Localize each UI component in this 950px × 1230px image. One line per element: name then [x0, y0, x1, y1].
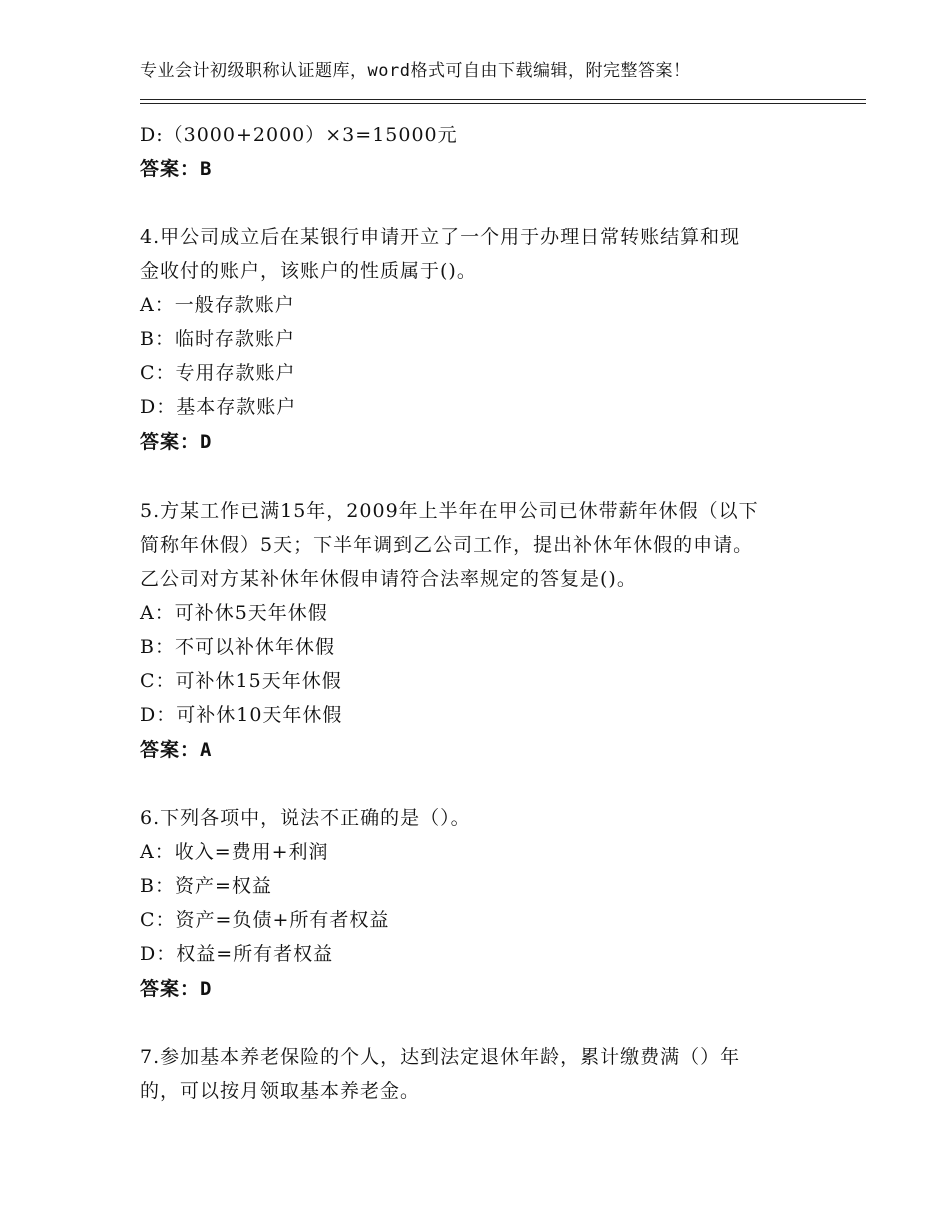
q5-option-d: D：可补休10天年休假: [140, 704, 343, 726]
q4-option-b: B：临时存款账户: [140, 328, 295, 350]
q4-option-d: D：基本存款账户: [140, 396, 297, 418]
header-rule-bottom: [140, 103, 866, 104]
q6-text-line1: 6.下列各项中，说法不正确的是（）。: [140, 807, 471, 829]
q5-text-line1: 5.方某工作已满15年，2009年上半年在甲公司已休带薪年休假（以下: [140, 500, 759, 522]
q5-answer: 答案：A: [140, 739, 213, 761]
q7-text-line2: 的，可以按月领取基本养老金。: [140, 1080, 421, 1102]
q4-option-a: A：一般存款账户: [140, 294, 295, 316]
q5-text-line2: 简称年休假）5天；下半年调到乙公司工作，提出补休年休假的申请。: [140, 534, 754, 556]
q4-text-line2: 金收付的账户，该账户的性质属于()。: [140, 260, 477, 282]
prev-option-d: D:（3000+2000）×3=15000元: [140, 124, 458, 146]
q5-option-b: B：不可以补休年休假: [140, 636, 335, 658]
header-rule-top: [140, 99, 866, 100]
q7-text-line1: 7.参加基本养老保险的个人，达到法定退休年龄，累计缴费满（）年: [140, 1046, 741, 1068]
prev-answer: 答案：B: [140, 158, 213, 180]
q5-text-line3: 乙公司对方某补休年休假申请符合法率规定的答复是()。: [140, 568, 637, 590]
q4-option-c: C：专用存款账户: [140, 362, 296, 384]
q4-answer: 答案：D: [140, 431, 213, 453]
q5-option-c: C：可补休15天年休假: [140, 670, 342, 692]
q6-option-c: C：资产=负债+所有者权益: [140, 909, 390, 931]
q6-option-b: B：资产=权益: [140, 875, 272, 897]
q6-answer: 答案：D: [140, 978, 213, 1000]
q4-text-line1: 4.甲公司成立后在某银行申请开立了一个用于办理日常转账结算和现: [140, 226, 741, 248]
q5-option-a: A：可补休5天年休假: [140, 602, 328, 624]
q6-option-a: A：收入=费用+利润: [140, 841, 329, 863]
q6-option-d: D：权益=所有者权益: [140, 943, 334, 965]
document-header: 专业会计初级职称认证题库，word格式可自由下载编辑，附完整答案！: [140, 61, 691, 81]
